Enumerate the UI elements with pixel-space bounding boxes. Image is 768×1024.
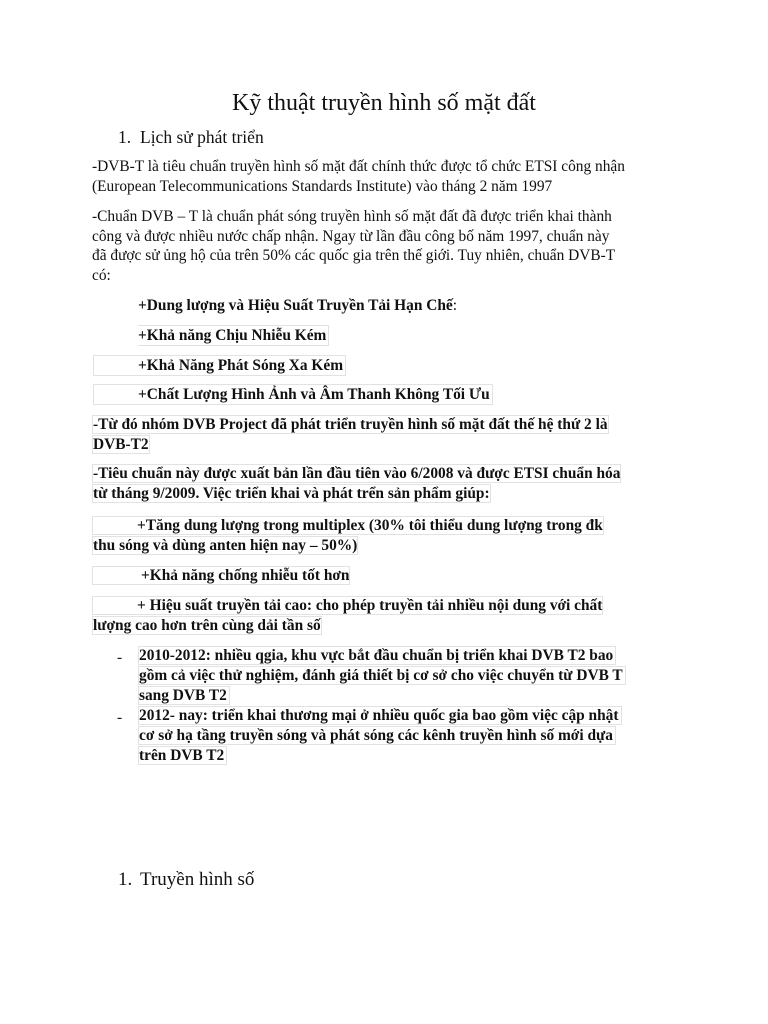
paragraph-line: -DVB-T là tiêu chuẩn truyền hình số mặt đất chính thức được tổ chức ETSI công nhận — [92, 158, 625, 175]
paragraph-line: -Chuẩn DVB – T là chuẩn phát sóng truyền hình số mặt đất đã được triển khai thành — [92, 208, 612, 225]
limitation-item: +Dung lượng và Hiệu Suất Truyền Tải Hạn Chế: — [138, 297, 458, 314]
section-heading-history — [118, 126, 264, 148]
timeline-item: 2012- nay: triển khai thương mại ở nhiều quốc gia bao gồm việc cập nhật cơ sở hạ tầng truyền sóng và phát sóng các kênh truyền hình số mới dựa trên DVB T2 — [138, 706, 622, 766]
paragraph-line: -Từ đó nhóm DVB Project đã phát triển truyền hình số mặt đất thế hệ thứ 2 là — [93, 416, 608, 433]
section-number: 1. — [118, 127, 132, 147]
paragraph-dvbt2-intro — [92, 415, 672, 454]
limitation-item: +Chất Lượng Hình Ảnh và Âm Thanh Không Tối Ưu — [93, 384, 493, 405]
limitation-item: +Khả năng Chịu Nhiễu Kém — [138, 325, 329, 346]
paragraph-line: -Tiêu chuẩn này được xuất bản lần đầu tiên vào 6/2008 và được ETSI chuẩn hóa — [93, 465, 621, 482]
paragraph-line: có: — [92, 266, 111, 284]
section-heading-digital-tv — [118, 868, 254, 892]
paragraph-line: công và được nhiều nước chấp nhận. Ngay từ lần đầu công bố năm 1997, chuẩn này — [92, 227, 610, 245]
benefit-item: +Khả năng chống nhiễu tốt hơn — [92, 566, 692, 586]
paragraph-line: (European Telecommunications Standards Institute) vào tháng 2 năm 1997 — [92, 177, 553, 195]
paragraph-line: từ tháng 9/2009. Việc triển khai và phát trển sản phẩm giúp: — [93, 484, 490, 502]
list-dash: - — [117, 649, 123, 666]
section-heading-text: Lịch sử phát triển — [140, 127, 264, 147]
timeline-item: 2010-2012: nhiều qgia, khu vực bắt đầu chuẩn bị triển khai DVB T2 bao gồm cả việc thử nghiệm, đánh giá thiết bị cơ sở cho việc chuyển từ DVB T sang DVB T2 — [138, 646, 626, 706]
limitation-item: +Khả Năng Phát Sóng Xa Kém — [93, 355, 346, 376]
list-dash: - — [117, 709, 123, 726]
section-number: 1. — [118, 869, 133, 890]
paragraph-dvbt-adoption — [92, 207, 692, 285]
document-title: Kỹ thuật truyền hình số mặt đất — [232, 90, 536, 116]
paragraph-dvbt2-publication — [92, 464, 692, 503]
paragraph-line: DVB-T2 — [93, 435, 149, 453]
paragraph-line: đã được sử ủng hộ của trên 50% các quốc gia trên thế giới. Tuy nhiên, chuẩn DVB-T — [92, 247, 616, 265]
benefit-item: + Hiệu suất truyền tải cao: cho phép truyền tải nhiều nội dung với chất lượng cao hơn trên cùng dải tần số — [93, 597, 603, 634]
paragraph-dvbt-standard — [92, 157, 692, 196]
benefit-item: +Tăng dung lượng trong multiplex (30% tôi thiểu dung lượng trong đk thu sóng và dùng anten hiện nay – 50%) — [93, 517, 603, 554]
section-heading-text: Truyền hình số — [140, 869, 255, 890]
